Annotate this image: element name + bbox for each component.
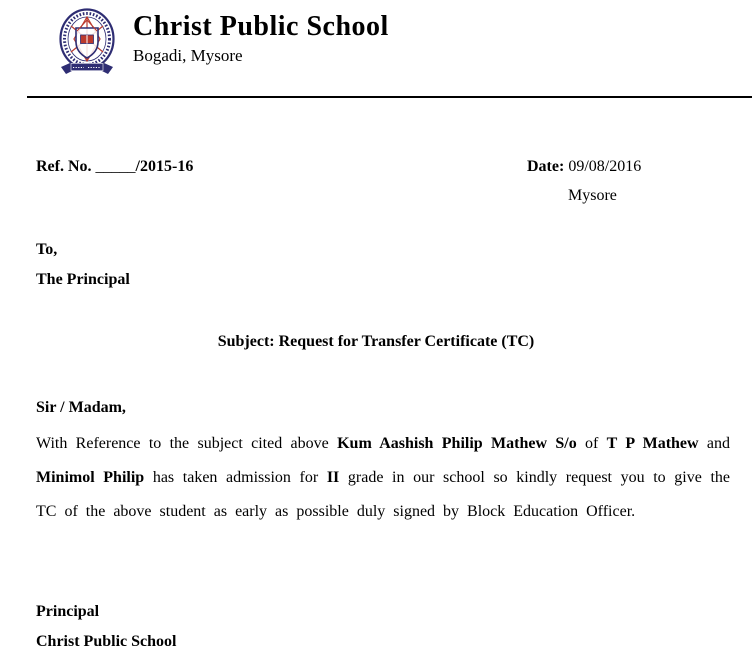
body-text: has taken admission for [144,469,327,486]
recipient-name: The Principal [36,271,130,288]
salutation: Sir / Madam, [36,399,126,416]
body-text-bold: II [326,469,340,486]
date-block [527,156,752,207]
body-text-bold: T P Mathew [606,435,699,452]
body-text-bold: Minimol Philip [36,469,145,486]
ref-label: Ref. No. [36,158,92,175]
body-text-bold: Kum Aashish Philip Mathew [337,435,548,452]
body-text: of [576,435,607,452]
school-name: Christ Public School [133,11,389,42]
letter-body [36,427,730,529]
subject-line: Subject: Request for Transfer Certificate (TC) [217,333,535,350]
recipient-to: To, [36,241,58,258]
signature-title: Principal [36,603,100,620]
header-divider [27,96,752,98]
body-text-bold: S/o [555,435,577,452]
school-location: Bogadi, Mysore [133,45,243,65]
ref-blank: _____ [95,158,136,175]
body-text: With Reference to the subject cited above [36,435,338,452]
signature-school: Christ Public School [36,633,177,650]
date-label: Date: [527,158,565,175]
letterhead [0,0,752,80]
letterhead-text [133,8,389,66]
body-text: grade in our school so kindly request you to give the TC of the above student as early as possible duly signed by Block Education Officer. [36,469,731,520]
ref-year: /2015-16 [135,158,194,175]
body-text: and [698,435,731,452]
ref-date-row [36,156,752,207]
place-line: Mysore [568,187,617,204]
ref-number-line [36,156,193,207]
date-value: 09/08/2016 [568,158,642,175]
school-crest-icon [58,8,116,80]
date-line [527,156,752,178]
